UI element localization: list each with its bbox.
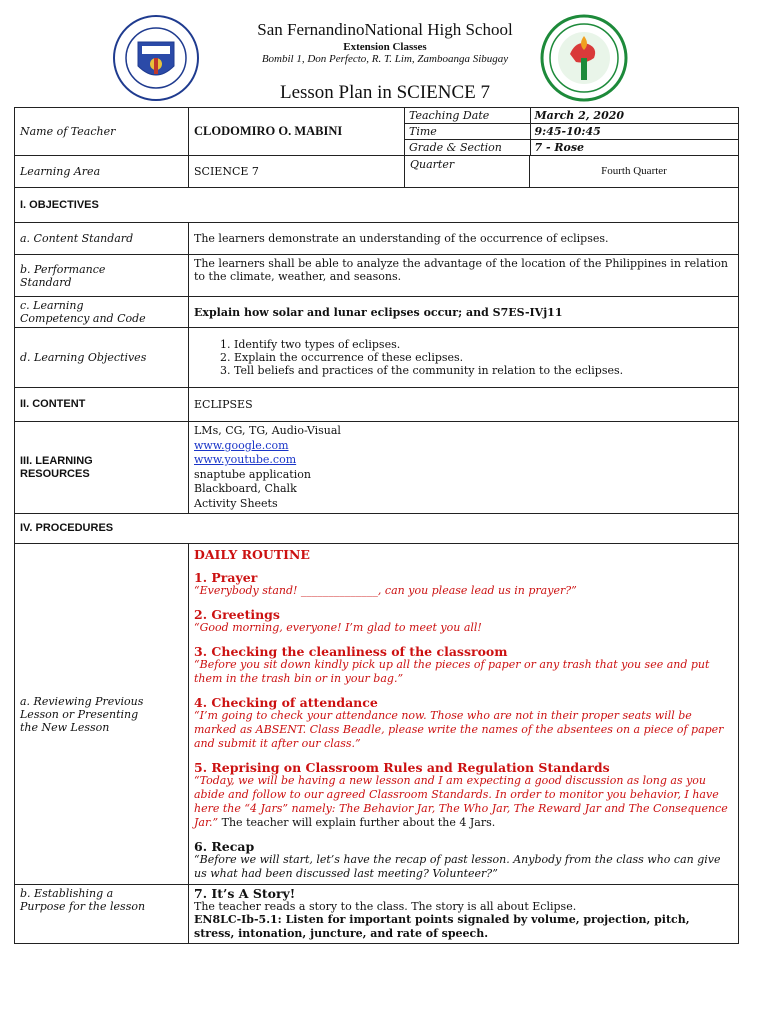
rules-paragraph <box>194 774 733 830</box>
learning-objective-item: 3. Tell beliefs and practices of the community in relation to the eclipses. <box>234 364 733 377</box>
area-value: SCIENCE 7 <box>189 156 405 188</box>
lesson-plan-table <box>14 107 739 944</box>
content-standard-value: The learners demonstrate an understanding of the occurrence of eclipses. <box>189 223 739 255</box>
prayer-title: 1. Prayer <box>194 570 258 585</box>
area-row <box>15 156 739 188</box>
document-title: Lesson Plan in SCIENCE 7 <box>279 82 491 103</box>
procedure-b-row <box>15 885 739 944</box>
area-label: Learning Area <box>15 156 189 188</box>
grade-label: Grade & Section <box>405 140 530 156</box>
cleanliness-title: 3. Checking the cleanliness of the classroom <box>194 644 508 659</box>
date-label: Teaching Date <box>405 108 530 124</box>
procedure-a-label-line1: a. Reviewing Previous <box>20 694 144 708</box>
competency-label-line1: c. Learning <box>20 299 84 312</box>
quarter-label: Quarter <box>405 156 530 188</box>
content-standard-row <box>15 223 739 255</box>
time-label: Time <box>405 124 530 140</box>
youtube-link[interactable]: www.youtube.com <box>194 453 297 466</box>
competency-label-line2: Competency and Code <box>20 312 146 325</box>
school-address: Bombil 1, Don Perfecto, R. T. Lim, Zamboanga Sibugay <box>261 53 509 65</box>
objectives-heading: I. OBJECTIVES <box>15 188 739 223</box>
procedures-heading-row <box>15 514 739 544</box>
learning-objective-item: 2. Explain the occurrence of these eclipses. <box>234 351 733 364</box>
procedure-a-label-line2: Lesson or Presenting <box>20 707 139 721</box>
schedule-cell <box>405 108 739 156</box>
attendance-text: “I’m going to check your attendance now. Those who are not in their proper seats will be marked as ABSENT. Class Beadle, please write the names of the absentees on a piece of paper and submit it after our class.” <box>194 709 724 750</box>
learning-objectives-cell <box>189 328 739 388</box>
resource-item: Blackboard, Chalk <box>194 482 297 495</box>
learning-objectives-label: d. Learning Objectives <box>15 328 189 388</box>
competency-row <box>15 297 739 328</box>
quarter-value: Fourth Quarter <box>530 156 739 188</box>
resources-heading <box>15 422 189 514</box>
resources-heading-line2: RESOURCES <box>20 467 90 480</box>
greetings-text: “Good morning, everyone! I’m glad to meet you all! <box>194 621 482 634</box>
procedure-a-row <box>15 544 739 885</box>
performance-label-line1: b. Performance <box>20 262 106 276</box>
procedure-b-label-line1: b. Establishing a <box>20 887 114 900</box>
resource-item: snaptube application <box>194 467 311 481</box>
competency-label <box>15 297 189 328</box>
procedure-b-label-line2: Purpose for the lesson <box>20 900 146 913</box>
procedure-b-label <box>15 885 189 944</box>
performance-label-line2: Standard <box>20 275 72 289</box>
recap-title: 6. Recap <box>194 839 255 854</box>
teacher-row <box>15 108 739 156</box>
resource-item: Activity Sheets <box>194 496 278 510</box>
learning-objectives-list <box>194 338 733 377</box>
teacher-value: CLODOMIRO O. MABINI <box>189 108 405 156</box>
resources-list <box>189 422 739 514</box>
resources-heading-line1: III. LEARNING <box>20 454 93 467</box>
resource-item: LMs, CG, TG, Audio-Visual <box>194 424 341 437</box>
rules-title: 5. Reprising on Classroom Rules and Regulation Standards <box>194 760 610 775</box>
greetings-title: 2. Greetings <box>194 607 280 622</box>
performance-standard-value: The learners shall be able to analyze the advantage of the location of the Philippines in relation to the climate, weather, and seasons. <box>189 255 739 297</box>
teacher-label: Name of Teacher <box>15 108 189 156</box>
school-name: San FernandinoNational High School <box>257 20 513 39</box>
google-link[interactable]: www.google.com <box>194 438 289 452</box>
recap-text: “Before we will start, let’s have the recap of past lesson. Anybody from the class who can give us what had been discussed last meeting? Volunteer?” <box>194 853 721 880</box>
competency-value: Explain how solar and lunar eclipses occur; and S7ES-IVj11 <box>189 297 739 328</box>
story-code: EN8LC-Ib-5.1: Listen for important points signaled by volume, projection, pitch, stress, intonation, juncture, and rate of speech. <box>194 913 690 940</box>
procedure-a-content <box>189 544 739 885</box>
content-row <box>15 388 739 422</box>
time-value: 9:45-10:45 <box>530 124 739 140</box>
attendance-title: 4. Checking of attendance <box>194 695 378 710</box>
resources-row <box>15 422 739 514</box>
procedure-b-content <box>189 885 739 944</box>
performance-standard-row <box>15 255 739 297</box>
content-value: ECLIPSES <box>189 388 739 422</box>
learning-objectives-row <box>15 328 739 388</box>
deped-seal-logo <box>104 14 208 102</box>
procedures-heading: IV. PROCEDURES <box>15 514 739 544</box>
story-text: The teacher reads a story to the class. The story is all about Eclipse. <box>194 900 577 913</box>
schedule-table <box>405 108 739 155</box>
rules-tail: The teacher will explain further about the 4 Jars. <box>218 816 496 829</box>
story-title: 7. It’s A Story! <box>194 886 296 901</box>
document-header <box>0 0 768 108</box>
daily-routine-title: DAILY ROUTINE <box>194 547 310 562</box>
grade-value: 7 - Rose <box>530 140 739 156</box>
prayer-text: “Everybody stand! ______________, can you please lead us in prayer?” <box>194 584 577 597</box>
procedure-a-label <box>15 544 189 885</box>
objectives-heading-row <box>15 188 739 223</box>
cleanliness-text: “Before you sit down kindly pick up all the pieces of paper or any trash that you see and put them in the trash bin or in your bag.” <box>194 658 710 685</box>
performance-standard-label <box>15 255 189 297</box>
rules-text: “Today, we will be having a new lesson and I am expecting a good discussion as long as you abide and follow to our agreed Classroom Standards. In order to monitor you behavior, I have here the “4 Jars” namely: The Behavior Jar, The Who Jar, The Reward Jar and The Consequence Jar.” <box>194 774 728 829</box>
content-standard-label: a. Content Standard <box>15 223 189 255</box>
learning-objective-item: 1. Identify two types of eclipses. <box>234 338 733 351</box>
content-heading: II. CONTENT <box>15 388 189 422</box>
procedure-a-label-line3: the New Lesson <box>20 720 110 734</box>
date-value: March 2, 2020 <box>530 108 739 124</box>
extension-classes: Extension Classes <box>343 41 427 53</box>
